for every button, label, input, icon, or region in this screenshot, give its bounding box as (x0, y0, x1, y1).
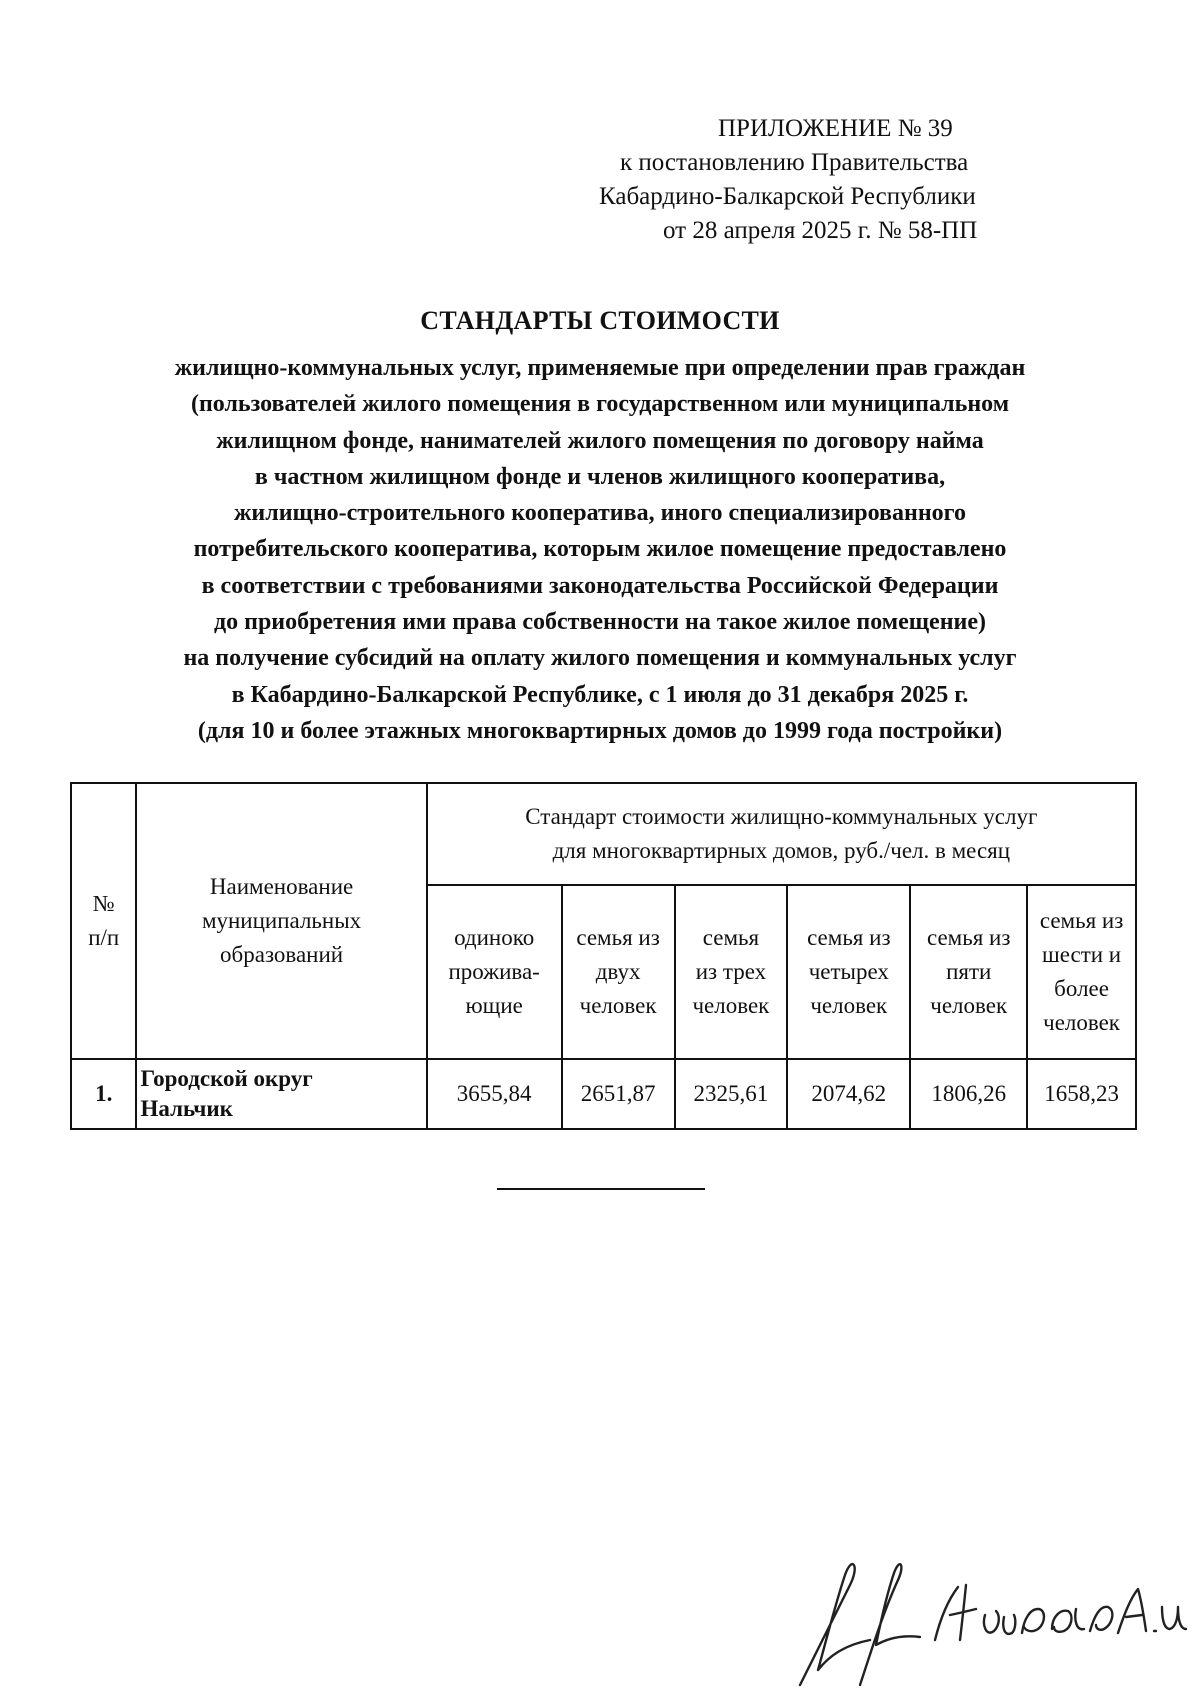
header-municipality: Наименование муниципальных образований (136, 783, 426, 1059)
appendix-republic: Кабардино-Балкарской Республики (599, 183, 976, 210)
appendix-reference: к постановлению Правительства (620, 149, 969, 176)
subtitle-line: на получение субсидий на оплату жилого помещения и коммунальных услуг (183, 645, 1017, 672)
row-number: 1. (71, 1059, 136, 1129)
header-col-single: одиноко прожива- ющие (427, 885, 562, 1059)
value-four: 2074,62 (787, 1059, 910, 1129)
row-municipality: Городской округ Нальчик (136, 1059, 426, 1129)
header-col-four: семья из четырех человек (787, 885, 910, 1059)
appendix-block (599, 112, 1080, 248)
value-five: 1806,26 (910, 1059, 1027, 1129)
subtitle-line: (пользователей жилого помещения в государственном или муниципальном (190, 391, 1010, 418)
subtitle-line: в Кабардино-Балкарской Республике, с 1 июля до 31 декабря 2025 г. (231, 681, 969, 708)
table-header-row (71, 783, 1136, 885)
header-col-five: семья из пяти человек (910, 885, 1027, 1059)
appendix-date: от 28 апреля 2025 г. № 58-ПП (663, 217, 978, 244)
subtitle-line: в частном жилищном фонде и членов жилищного кооператива, (254, 463, 946, 490)
header-number: № п/п (71, 783, 136, 1059)
subtitle-line: (для 10 и более этажных многоквартирных домов до 1999 года постройки) (197, 717, 1003, 744)
header-col-six: семья из шести и более человек (1027, 885, 1136, 1059)
subtitle-line: жилищно-коммунальных услуг, применяемые при определении прав граждан (174, 355, 1026, 381)
value-two: 2651,87 (562, 1059, 675, 1129)
value-single: 3655,84 (427, 1059, 562, 1129)
header-col-two: семья из двух человек (562, 885, 675, 1059)
document-subtitle (60, 350, 1140, 749)
header-cost-standard-group: Стандарт стоимости жилищно-коммунальных услуг для многоквартирных домов, руб./чел. в месяц (427, 783, 1136, 885)
document-title: СТАНДАРТЫ СТОИМОСТИ (420, 306, 780, 335)
table-row (71, 1059, 1136, 1129)
value-three: 2325,61 (675, 1059, 788, 1129)
handwritten-signature (790, 1545, 1190, 1695)
end-divider (497, 1188, 705, 1190)
subtitle-line: жилищном фонде, нанимателей жилого помещения по договору найма (216, 427, 984, 454)
header-col-three: семья из трех человек (675, 885, 788, 1059)
value-six: 1658,23 (1027, 1059, 1136, 1129)
cost-standards-table (70, 782, 1137, 1130)
appendix-number: ПРИЛОЖЕНИЕ № 39 (718, 115, 953, 142)
subtitle-line: жилищно-строительного кооператива, иного специализированного (234, 500, 966, 527)
subtitle-line: потребительского кооператива, которым жилое помещение предоставлено (193, 536, 1007, 563)
subtitle-line: до приобретения ими права собственности на такое жилое помещение) (213, 609, 986, 636)
subtitle-line: в соответствии с требованиями законодательства Российской Федерации (201, 572, 999, 599)
